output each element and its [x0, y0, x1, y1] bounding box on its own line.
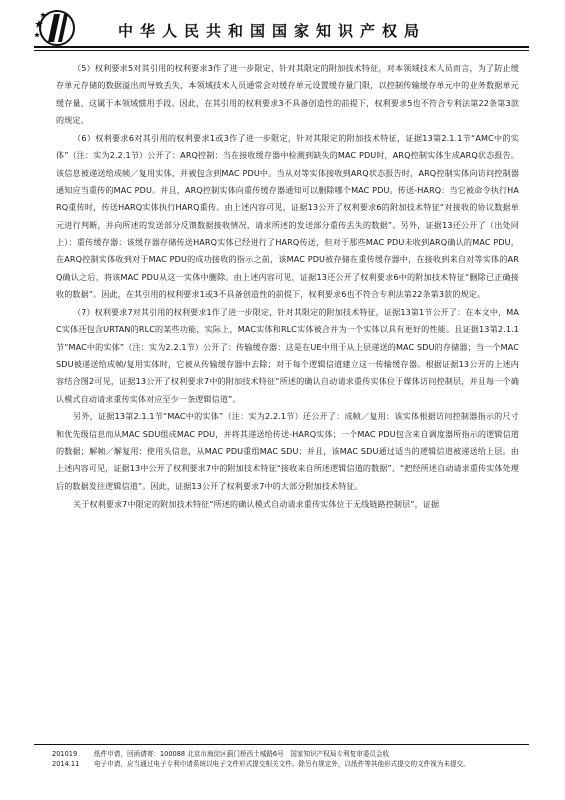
form-code: 201019: [52, 750, 78, 758]
footer-paper-notice: 纸件申请，回函请寄：100088 北京市海淀区蓟门桥西土城路6号 国家知识产权局专利复审委员会收: [94, 750, 390, 758]
org-title: 中华人民共和国国家知识产权局: [118, 22, 427, 40]
header-rule-thin: [34, 50, 529, 51]
page-footer: [52, 749, 522, 769]
paragraph-claim-7: （7）权利要求7对其引用的权利要求1作了进一步限定，针对其限定的附加技术特征，证据13第1节公开了：在本文中，MAC实体还包含URTAN的RLC的某些功能，实际上，MAC实体和RLC实体被合并为一个实体以具有更好的性能。且证据13第2.1.1节“MAC中的实体”（注：实为2.2.1节）公开了：传输缓存器：这是在UE中用于从上层递送的MAC SDU的存储器；当一个MAC SDU被递送给成帧/复用实体时，它被从传输缓存器中去除；对于每个逻辑信道建立这一传输缓存器。根据证据13公开的上述内容结合图2可见，证据13公开了权利要求7中的附加技术特征“所述的确认自动请求重传实体位于媒体访问控制层，并且每一个确认模式自动请求重传实体对应至少一条逻辑信道”。: [56, 306, 519, 404]
footer-rule: [34, 744, 529, 745]
footer-row-paper: [52, 749, 522, 759]
footer-row-electronic: [52, 759, 522, 769]
paragraph-claim-5: （5）权利要求5对其引用的权利要求3作了进一步限定，针对其限定的附加技术特征，对本领域技术人员而言，为了防止缓存单元存储的数据溢出而导致丢失，本领域技术人员通常会对缓存单元设置缓存量门限，以控制传输缓存单元中的业务数据单元缓存量，这属于本领域惯用手段。因此，在其引用的权利要求3不具备创造性的前提下，权利要求5也不符合专利法第22条第3款的规定。: [56, 63, 519, 126]
paragraph-claim-7-continued: 另外，证据13第2.1.1节“MAC中的实体”（注：实为2.2.1节）还公开了：成帧／复用：该实体根据访问控制器指示的尺寸和优先级信息而从MAC SDU组成MAC PDU，并将其递送给传送-HARQ实体；一个MAC PDU包含来自调度器所指示的逻辑信道的数据；解帧／解复用：使用头信息，从MAC PDU重组MAC SDU；并且，该MAC SDU通过适当的逻辑信道被递送给上层。由上述内容可见，证据13中公开了权利要求7中的附加技术特征“接收来自所述逻辑信道的数据”、“把经所述自动请求重传实体处理后的数据发往逻辑信道”。因此，证据13公开了权利要求7中的大部分附加技术特征。: [56, 411, 519, 491]
page-header: [0, 0, 565, 52]
form-date: 2014.11: [52, 760, 80, 768]
header-rule: [34, 46, 529, 48]
paragraph-claim-6: （6）权利要求6对其引用的权利要求1或3作了进一步限定，针对其限定的附加技术特征，证据13第2.1.1节“AMC中的实体”（注：实为2.2.1节）公开了：ARQ控制：当在接收缓存器中检测到缺失的MAC PDU时，ARQ控制实体生成ARQ状态报告。该信息被递送给成帧／复用实体，并被包含到MAC PDU中。当从对等实体接收到ARQ状态报告时，ARQ控制实体向访问控制器通知应当重传的MAC PDU。并且，ARQ控制实体向重传缓存器通知可以删除哪个MAC PDU。传送-HARQ：当它被命令执行HARQ重传时，传送HARQ实体执行HARQ重传。由上述内容可见，证据13公开了权利要求6的附加技术特征“对接收的协议数据单元进行判断，并向所述的发送部分反馈数据接收情况，请求所述的发送部分重传丢失的数据”。另外，证据13还公开了（出处同上）：重传缓存器：该缓存器存储传送HARQ实体已经进行了HARQ传送，但对于那些MAC PDU未收到ARQ确认的MAC PDU，在ARQ控制实体收到对于MAC PDU的成功接收的指示之前，该MAC PDU被存储在重传缓存器中，在接收到来自对等实体的ARQ确认之后，将该MAC PDU从这一实体中删除。由上述内容可见，证据13还公开了权利要求6中的附加技术特征“删除已正确接收的数据”。因此，在其引用的权利要求1或3不具备创造性的前提下，权利要求6也不符合专利法第22条第3款的规定。: [56, 132, 519, 299]
document-body: [56, 60, 519, 513]
sipo-emblem-icon: [34, 8, 80, 48]
footer-electronic-notice: 电子申请，应当通过电子专利申请系统以电子文件形式提交相关文件。除另有规定外，以纸件等其他形式提交的文件视为未提交。: [94, 760, 470, 768]
paragraph-claim-7-rlc: 关于权利要求7中限定的附加技术特征“所述的确认模式自动请求重传实体位于无线链路控制层”，证据: [73, 498, 440, 509]
